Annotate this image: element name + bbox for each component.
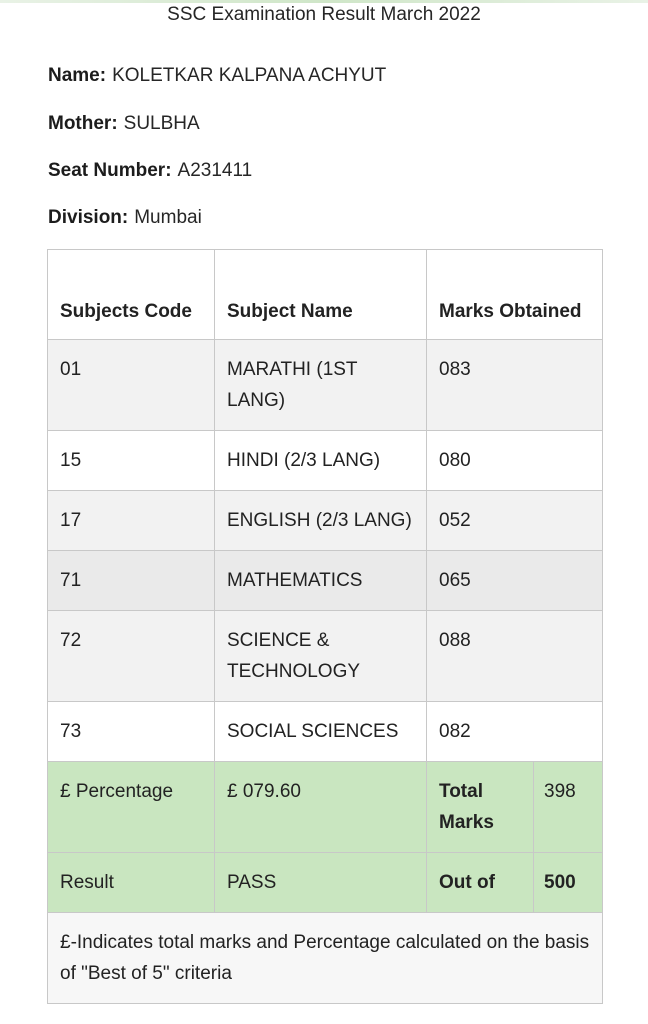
subject-code: 73 [48, 702, 215, 762]
seat-number-row [48, 160, 252, 182]
marks-obtained: 083 [427, 340, 603, 431]
table-row [48, 611, 603, 702]
percentage-label: £ Percentage [48, 762, 215, 853]
marks-obtained: 065 [427, 551, 603, 611]
subject-name: MARATHI (1ST LANG) [215, 340, 427, 431]
col-header-marks: Marks Obtained [427, 250, 603, 340]
out-of-value: 500 [534, 853, 603, 913]
subject-name: HINDI (2/3 LANG) [215, 431, 427, 491]
subject-code: 72 [48, 611, 215, 702]
division-label: Division: [48, 207, 129, 228]
marks-obtained: 080 [427, 431, 603, 491]
marks-obtained: 088 [427, 611, 603, 702]
result-row [48, 853, 603, 913]
out-of-label: Out of [427, 853, 534, 913]
col-header-code: Subjects Code [48, 250, 215, 340]
name-label: Name: [48, 65, 107, 86]
marks-obtained: 082 [427, 702, 603, 762]
marks-table [47, 249, 603, 1004]
table-header-row [48, 250, 603, 340]
student-name-row [48, 65, 386, 87]
col-header-subject-name: Subject Name [215, 250, 427, 340]
percentage-value: £ 079.60 [215, 762, 427, 853]
footnote-row [48, 913, 603, 1004]
table-row [48, 491, 603, 551]
table-row [48, 340, 603, 431]
top-accent-strip [0, 0, 648, 3]
footnote: £-Indicates total marks and Percentage calculated on the basis of "Best of 5" criteria [48, 913, 603, 1004]
subject-code: 17 [48, 491, 215, 551]
student-name: KOLETKAR KALPANA ACHYUT [112, 65, 387, 86]
subject-code: 01 [48, 340, 215, 431]
division-value: Mumbai [134, 207, 202, 228]
seat-number-label: Seat Number: [48, 160, 172, 181]
subject-name: SCIENCE & TECHNOLOGY [215, 611, 427, 702]
division-row [48, 207, 202, 229]
subject-name: ENGLISH (2/3 LANG) [215, 491, 427, 551]
total-marks-label: Total Marks [427, 762, 534, 853]
percentage-row [48, 762, 603, 853]
mother-label: Mother: [48, 113, 118, 134]
mother-name: SULBHA [123, 113, 200, 134]
result-label: Result [48, 853, 215, 913]
subject-name: SOCIAL SCIENCES [215, 702, 427, 762]
mother-name-row [48, 113, 200, 135]
seat-number: A231411 [177, 160, 253, 181]
total-marks-value: 398 [534, 762, 603, 853]
table-row [48, 551, 603, 611]
subject-name: MATHEMATICS [215, 551, 427, 611]
subject-code: 71 [48, 551, 215, 611]
table-row [48, 431, 603, 491]
subject-code: 15 [48, 431, 215, 491]
page-title: SSC Examination Result March 2022 [167, 4, 481, 25]
result-value: PASS [215, 853, 427, 913]
marks-obtained: 052 [427, 491, 603, 551]
table-row [48, 702, 603, 762]
